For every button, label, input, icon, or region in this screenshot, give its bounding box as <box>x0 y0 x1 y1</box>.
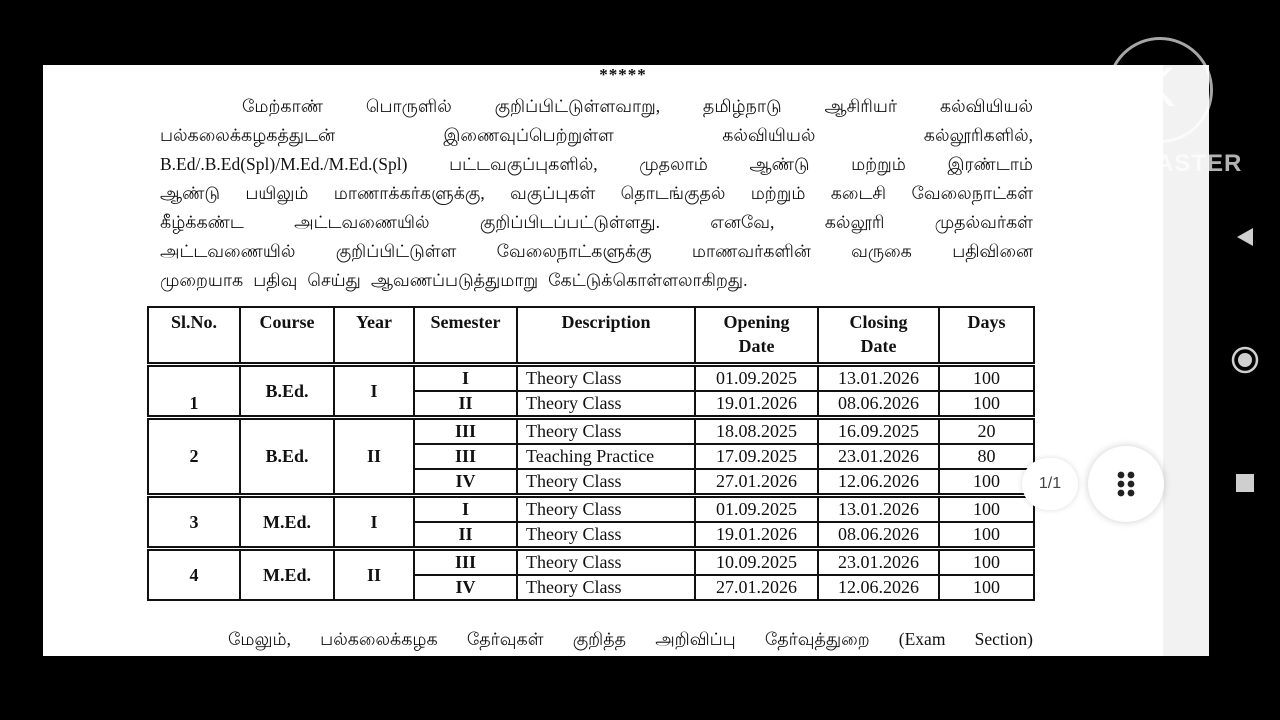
footer-paragraph <box>160 625 1033 654</box>
paragraph-word: முதல்வர்கள் <box>934 212 1033 232</box>
paragraph-word: ஆண்டு <box>160 183 221 203</box>
cell-opening-date: 27.01.2026 <box>695 575 818 600</box>
cell-year: II <box>334 418 414 496</box>
cell-slno: 4 <box>148 549 240 601</box>
cell-description: Theory Class <box>517 365 695 392</box>
table-row <box>148 496 1034 523</box>
paragraph-word: கடைசி <box>830 183 887 203</box>
paragraph-word: குறிப்பிடப்பட்டுள்ளது. <box>479 212 660 232</box>
paragraph-word: வேலைநாட்கள் <box>911 183 1033 203</box>
back-button[interactable] <box>1228 220 1262 254</box>
paragraph-word: முதலாம் <box>639 154 708 174</box>
paragraph-word: B.Ed/.B.Ed(Spl)/M.Ed./M.Ed.(Spl) <box>160 154 408 174</box>
cell-days: 100 <box>939 549 1034 576</box>
footer-line <box>160 625 1033 654</box>
separator-stars: ***** <box>599 65 647 84</box>
paragraph-word: மேற்காண் <box>242 96 324 116</box>
paragraph-word: கேட்டுக்கொள்ளலாகிறது. <box>548 270 748 290</box>
paragraph-word: பொருளில் <box>365 96 452 116</box>
course-group <box>148 418 1034 496</box>
cell-semester: I <box>414 365 517 392</box>
table-row <box>148 365 1034 392</box>
paragraph-word: பல்கலைக்கழகத்துடன் <box>160 125 335 145</box>
course-group <box>148 549 1034 601</box>
cell-days: 100 <box>939 575 1034 600</box>
cell-course: M.Ed. <box>240 549 334 601</box>
footer-word: Section) <box>974 629 1033 649</box>
cell-closing-date: 13.01.2026 <box>818 496 939 523</box>
header-days: Days <box>939 307 1034 365</box>
cell-semester: III <box>414 418 517 445</box>
paragraph-word: மாணவர்களின் <box>691 241 811 261</box>
cell-days: 100 <box>939 365 1034 392</box>
paragraph-word: தொடங்குதல் <box>620 183 726 203</box>
schedule-table <box>147 306 1035 601</box>
footer-word: மேலும், <box>228 629 291 649</box>
cell-semester: I <box>414 496 517 523</box>
cell-semester: IV <box>414 575 517 600</box>
header-opening-1: Opening <box>723 312 790 332</box>
paragraph-word: கீழ்க்கண்ட <box>160 212 244 232</box>
paragraph-word: கல்வியியல் <box>722 125 816 145</box>
menu-button[interactable] <box>1088 446 1164 522</box>
paragraph-word: ஆசிரியர் <box>824 96 898 116</box>
paragraph-word: மாணாக்கர்களுக்கு, <box>333 183 485 203</box>
paragraph-word: கல்வியியல் <box>939 96 1033 116</box>
cell-description: Theory Class <box>517 549 695 576</box>
paragraph-word: எனவே, <box>710 212 775 232</box>
paragraph-word: கல்லூரிகளில், <box>923 125 1033 145</box>
paragraph-word: வகுப்புகள் <box>510 183 596 203</box>
cell-semester: III <box>414 444 517 469</box>
cell-closing-date: 12.06.2026 <box>818 469 939 496</box>
paragraph-word: வேலைநாட்களுக்கு <box>496 241 652 261</box>
paragraph-word: குறிப்பிட்டுள்ள <box>335 241 457 261</box>
paragraph-word: பயிலும் <box>245 183 309 203</box>
cell-description: Theory Class <box>517 575 695 600</box>
cell-course: M.Ed. <box>240 496 334 549</box>
kinemaster-watermark: KINEMASTER <box>1073 150 1243 177</box>
cell-opening-date: 01.09.2025 <box>695 496 818 523</box>
header-closing-date <box>818 307 939 365</box>
cell-semester: III <box>414 549 517 576</box>
cell-closing-date: 08.06.2026 <box>818 391 939 418</box>
paragraph-word: ஆண்டு <box>749 154 810 174</box>
footer-word: (Exam <box>898 629 946 649</box>
cell-opening-date: 19.01.2026 <box>695 391 818 418</box>
footer-word: பல்கலைக்கழக <box>320 629 438 649</box>
footer-word: குறித்த <box>572 629 627 649</box>
header-closing-1: Closing <box>849 312 908 332</box>
footer-word: தேர்வுத்துறை <box>764 629 870 649</box>
cell-days: 100 <box>939 391 1034 418</box>
header-opening-2: Date <box>738 336 775 356</box>
paragraph-line <box>160 237 1033 266</box>
paragraph-line <box>160 92 1033 121</box>
header-description: Description <box>517 307 695 365</box>
paragraph-word: மற்றும் <box>851 154 906 174</box>
cell-description: Theory Class <box>517 391 695 418</box>
table-header-row <box>148 307 1034 365</box>
cell-course: B.Ed. <box>240 365 334 418</box>
paragraph-word: பட்டவகுப்புகளில், <box>449 154 598 174</box>
paragraph-word: வருகை <box>851 241 912 261</box>
cell-description: Theory Class <box>517 522 695 549</box>
header-closing-2: Date <box>860 336 897 356</box>
cell-opening-date: 10.09.2025 <box>695 549 818 576</box>
kinemaster-logo-letter: K <box>1138 55 1176 118</box>
cell-days: 100 <box>939 522 1034 549</box>
recents-button[interactable] <box>1228 466 1262 500</box>
cell-year: I <box>334 496 414 549</box>
table-row <box>148 418 1034 445</box>
paragraph-word: குறிப்பிட்டுள்ளவாறு, <box>494 96 661 116</box>
cell-opening-date: 17.09.2025 <box>695 444 818 469</box>
paragraph-word: இணைவுப்பெற்றுள்ள <box>443 125 614 145</box>
cell-semester: IV <box>414 469 517 496</box>
paragraph-word: கல்லூரி <box>824 212 885 232</box>
paragraph-word: தமிழ்நாடு <box>702 96 782 116</box>
cell-year: I <box>334 365 414 418</box>
cell-opening-date: 27.01.2026 <box>695 469 818 496</box>
cell-description: Theory Class <box>517 418 695 445</box>
header-year: Year <box>334 307 414 365</box>
document-page <box>43 65 1209 656</box>
paragraph-word: செய்து <box>307 270 361 290</box>
cell-year: II <box>334 549 414 601</box>
cell-closing-date: 16.09.2025 <box>818 418 939 445</box>
cell-slno: 1 <box>148 365 240 418</box>
cell-opening-date: 18.08.2025 <box>695 418 818 445</box>
intro-paragraph <box>160 92 1033 295</box>
header-opening-date <box>695 307 818 365</box>
paragraph-word: மற்றும் <box>750 183 806 203</box>
paragraph-word: முறையாக <box>160 270 244 290</box>
cell-description: Theory Class <box>517 496 695 523</box>
home-circle-icon <box>1228 343 1262 377</box>
cell-slno: 3 <box>148 496 240 549</box>
recents-square-icon <box>1228 466 1262 500</box>
course-group <box>148 365 1034 418</box>
cell-description: Theory Class <box>517 469 695 496</box>
home-button[interactable] <box>1228 343 1262 377</box>
cell-closing-date: 23.01.2026 <box>818 444 939 469</box>
course-group <box>148 496 1034 549</box>
cell-semester: II <box>414 391 517 418</box>
cell-days: 80 <box>939 444 1034 469</box>
schedule-table-wrap <box>147 306 1035 601</box>
paragraph-word: அட்டவணையில் <box>160 241 296 261</box>
cell-description: Teaching Practice <box>517 444 695 469</box>
cell-closing-date: 12.06.2026 <box>818 575 939 600</box>
paragraph-word: பதிவினை <box>952 241 1033 261</box>
cell-closing-date: 08.06.2026 <box>818 522 939 549</box>
cell-closing-date: 13.01.2026 <box>818 365 939 392</box>
back-triangle-icon <box>1228 220 1262 254</box>
cell-days: 100 <box>939 469 1034 496</box>
cell-course: B.Ed. <box>240 418 334 496</box>
header-slno: Sl.No. <box>148 307 240 365</box>
paragraph-word: ஆவணப்படுத்துமாறு <box>370 270 539 290</box>
cell-semester: II <box>414 522 517 549</box>
cell-days: 100 <box>939 496 1034 523</box>
paragraph-line <box>160 150 1033 179</box>
paragraph-line <box>160 121 1033 150</box>
footer-word: அறிவிப்பு <box>655 629 736 649</box>
cell-opening-date: 01.09.2025 <box>695 365 818 392</box>
cell-opening-date: 19.01.2026 <box>695 522 818 549</box>
cell-closing-date: 23.01.2026 <box>818 549 939 576</box>
cell-slno: 2 <box>148 418 240 496</box>
paragraph-word: இரண்டாம் <box>947 154 1033 174</box>
paragraph-line <box>160 179 1033 208</box>
paragraph-line <box>160 208 1033 237</box>
header-semester: Semester <box>414 307 517 365</box>
cell-days: 20 <box>939 418 1034 445</box>
paragraph-line <box>160 266 1033 295</box>
header-course: Course <box>240 307 334 365</box>
footer-word: தேர்வுகள் <box>466 629 544 649</box>
paragraph-word: அட்டவணையில் <box>294 212 430 232</box>
dots-grid-icon <box>1088 446 1164 522</box>
page-indicator: 1/1 <box>1022 458 1078 510</box>
table-row <box>148 549 1034 576</box>
paragraph-word: பதிவு <box>253 270 298 290</box>
